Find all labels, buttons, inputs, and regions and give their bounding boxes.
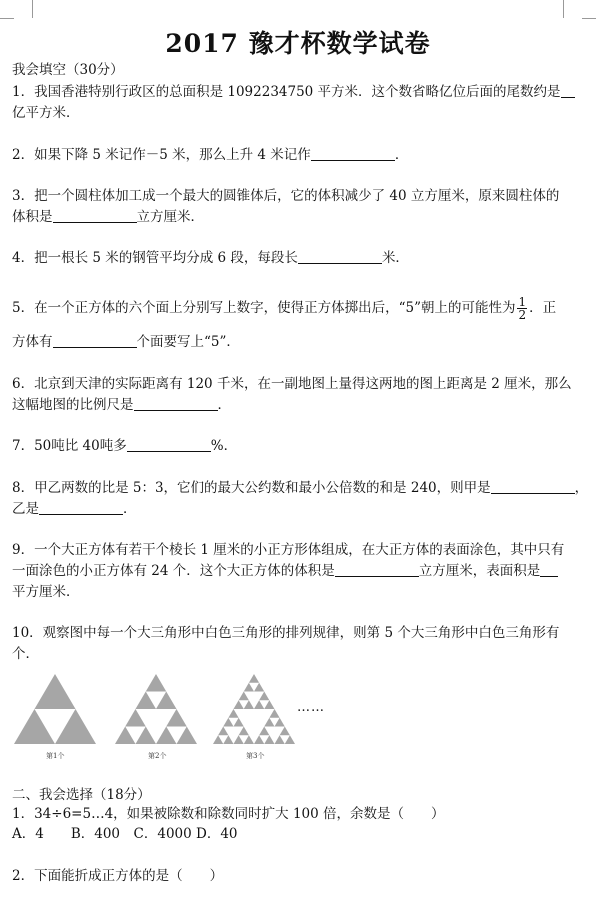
question-5-tail: ．正 — [529, 300, 557, 316]
answer-blank-q9-volume[interactable] — [335, 561, 419, 577]
question-8-line-2 — [12, 499, 582, 519]
triangle-figure-3 — [213, 674, 295, 744]
answer-blank-q3[interactable] — [53, 207, 137, 223]
triangle-figure-2 — [115, 674, 197, 744]
question-8-comma: ， — [574, 480, 589, 496]
question-8-line-1 — [12, 478, 589, 498]
figure-3-caption: 第3个 — [246, 752, 265, 760]
answer-blank-q9-area[interactable] — [540, 561, 558, 577]
fraction-denominator: 2 — [518, 308, 527, 322]
question-9-text: 一面涂色的小正方体有 24 个．这个大正方体的体积是 — [12, 563, 335, 579]
question-6-line-2 — [12, 395, 582, 415]
choice-question-1-stem: 1．34÷6=5…4，如果被除数和除数同时扩大 100 倍，余数是（ ） — [12, 806, 445, 822]
question-4 — [12, 248, 582, 268]
question-3-line-1: 3．把一个圆柱体加工成一个最大的圆锥体后，它的体积减少了 40 立方厘米，原来圆柱体的 — [12, 188, 560, 204]
choice-question-1-options: A．4 B．400 C．4000 D．40 — [12, 826, 238, 842]
question-10-line-2: 个． — [12, 646, 39, 662]
answer-blank-q8-a[interactable] — [491, 478, 575, 494]
answer-blank-q6[interactable] — [134, 395, 218, 411]
question-7-tail: %． — [210, 438, 238, 454]
question-10-line-1: 10．观察图中每一个大三角形中白色三角形的排列规律，则第 5 个大三角形中白色三角形有 — [12, 625, 560, 641]
question-3-tail: 立方厘米． — [136, 209, 204, 225]
answer-blank-q7[interactable] — [127, 436, 211, 452]
section-2-heading: 二、我会选择（18分） — [12, 787, 151, 803]
question-3-text: 体积是 — [12, 209, 53, 225]
question-6-text: 这幅地图的比例尺是 — [12, 397, 134, 413]
figure-2-caption: 第2个 — [148, 752, 167, 760]
answer-blank-q5[interactable] — [53, 332, 137, 348]
triangle-figure-1 — [14, 674, 96, 744]
question-5-line-1 — [12, 296, 582, 321]
question-9-line-2 — [12, 561, 582, 581]
crop-mark-top-right — [563, 0, 582, 18]
question-6-tail: ． — [217, 397, 231, 413]
question-1-text: 1．我国香港特别行政区的总面积是 1092234750 平方米．这个数省略亿位后面的尾数约是 — [12, 84, 561, 100]
fraction-numerator: 1 — [518, 295, 527, 309]
figure-1-caption: 第1个 — [46, 752, 65, 760]
question-8-text-2: 乙是 — [12, 501, 39, 517]
answer-blank-q4[interactable] — [298, 248, 382, 264]
question-2-text: 2．如果下降 5 米记作－5 米，那么上升 4 米记作 — [12, 147, 311, 163]
question-4-text: 4．把一根长 5 米的钢管平均分成 6 段，每段长 — [12, 250, 298, 266]
question-5-tail-2: 个面要写上“5”． — [136, 334, 240, 350]
question-4-tail: 米． — [381, 250, 409, 266]
question-9-line-1: 9．一个大正方体有若干个棱长 1 厘米的小正方形体组成，在大正方体的表面涂色，其中只有 — [12, 542, 565, 558]
triangle-pattern-figure — [12, 668, 312, 750]
answer-blank-q1[interactable] — [561, 82, 575, 98]
answer-blank-q2[interactable] — [311, 145, 395, 161]
question-1-line-2: 亿平方米． — [12, 105, 80, 121]
question-3-line-2 — [12, 207, 582, 227]
page-title: 2017 豫才杯数学试卷 — [165, 29, 431, 58]
section-1-heading: 我会填空（30分） — [12, 62, 124, 78]
question-2-tail: ． — [394, 147, 409, 163]
question-8-text: 8．甲乙两数的比是 5：3，它们的最大公约数和最小公倍数的和是 240，则甲是 — [12, 480, 491, 496]
continuation-dots: …… — [297, 700, 325, 715]
choice-question-2-stem: 2．下面能折成正方体的是（ ） — [12, 868, 224, 884]
crop-mark-top-left-h — [0, 18, 14, 19]
question-1-line-1 — [12, 82, 582, 102]
answer-blank-q8-b[interactable] — [39, 499, 123, 515]
question-7-text: 7．50吨比 40吨多 — [12, 438, 127, 454]
question-5-text-2: 方体有 — [12, 334, 53, 350]
crop-mark-top-left — [14, 0, 33, 18]
question-7 — [12, 436, 582, 456]
question-5-line-2 — [12, 332, 582, 352]
fraction-one-half — [517, 296, 527, 321]
question-5-text: 5．在一个正方体的六个面上分别写上数字，使得正方体掷出后，“5”朝上的可能性为 — [12, 300, 516, 316]
question-2 — [12, 145, 582, 165]
question-8-tail: ． — [123, 501, 137, 517]
crop-mark-top-right-h — [582, 18, 596, 19]
question-6-line-1: 6．北京到天津的实际距离有 120 千米，在一副地图上量得这两地的图上距离是 2 厘米，那么 — [12, 376, 572, 392]
question-9-text-b: 立方厘米，表面积是 — [418, 563, 541, 579]
question-9-line-3: 平方厘米． — [12, 584, 80, 600]
